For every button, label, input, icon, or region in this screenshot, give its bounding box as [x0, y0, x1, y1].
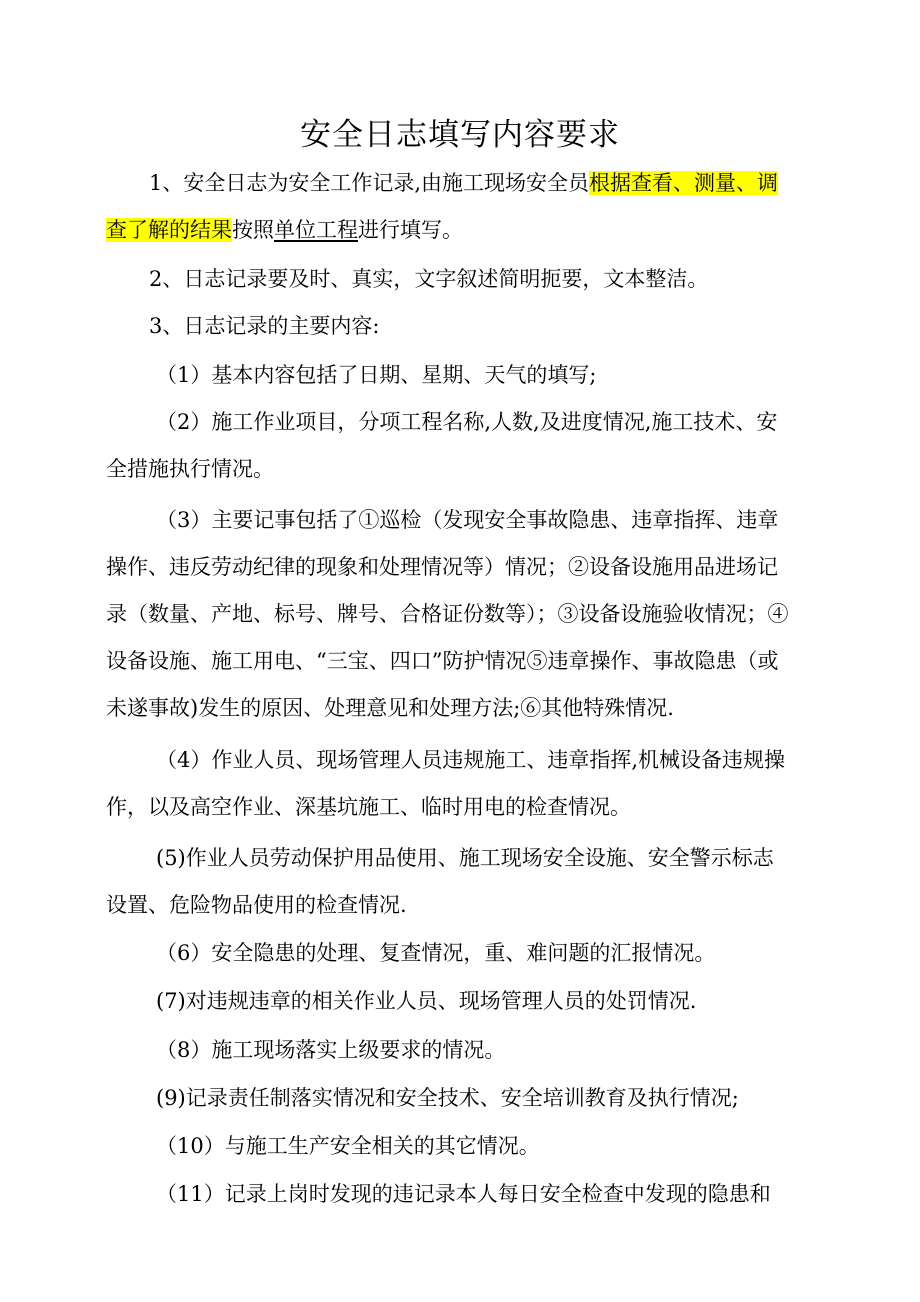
paragraph-1-line-1: [106, 160, 842, 207]
paragraph-2: [106, 256, 842, 303]
list-item-4-line-2: 作，以及高空作业、深基坑施工、临时用电的检查情况。: [106, 795, 631, 819]
list-item-10: [106, 1123, 842, 1170]
p1-text-c: 进行填写。: [358, 218, 463, 242]
p1-text-a: 1、安全日志为安全工作记录,由施工现场安全员: [149, 171, 590, 195]
paragraph-3: [106, 303, 842, 350]
p1-highlight-1: 根据查看、测量、调: [589, 171, 779, 195]
list-item-2-line-1: （2）施工作业项目，分项工程名称,人数,及进度情况,施工技术、安: [156, 410, 778, 434]
list-item-5-line-2: 设置、危险物品使用的检查情况.: [106, 893, 407, 917]
list-item-10-text: （10）与施工生产安全相关的其它情况。: [156, 1134, 540, 1158]
paragraph-2-text: 2、日志记录要及时、真实，文字叙述简明扼要，文本整洁。: [149, 267, 709, 291]
list-item-3-line-5: 未遂事故)发生的原因、处理意见和处理方法;⑥其他特殊情况.: [106, 696, 674, 720]
list-item-11-text: （11）记录上岗时发现的违记录本人每日安全检查中发现的隐患和: [156, 1182, 771, 1206]
list-item-8-text: （8）施工现场落实上级要求的情况。: [156, 1038, 506, 1062]
list-item-1: [106, 352, 842, 399]
list-item-5-line-1: (5)作业人员劳动保护用品使用、施工现场安全设施、安全警示标志: [156, 846, 774, 870]
page-title: 安全日志填写内容要求: [300, 117, 620, 153]
list-item-4: [106, 737, 842, 831]
paragraph-3-text: 3、日志记录的主要内容:: [149, 314, 380, 338]
paragraph-1: [106, 160, 842, 254]
list-item-2-line-2: 全措施执行情况。: [106, 457, 274, 481]
list-item-2: [106, 399, 842, 493]
list-item-9: [106, 1075, 842, 1122]
list-item-3-line-4: 设备设施、施工用电、“三宝、四口”防护情况⑤违章操作、事故隐患（或: [106, 649, 779, 673]
p1-underlined-unit-project: 单位工程: [274, 218, 358, 242]
list-item-3-line-3: 录（数量、产地、标号、牌号、合格证份数等）；③设备设施验收情况；④: [106, 602, 789, 626]
list-item-7: [106, 978, 842, 1025]
p1-text-b: 按照: [232, 218, 274, 242]
list-item-1-text: （1）基本内容包括了日期、星期、天气的填写;: [156, 363, 597, 387]
list-item-3-line-2: 操作、违反劳动纪律的现象和处理情况等）情况；②设备设施用品进场记: [106, 555, 778, 579]
list-item-3: [106, 497, 842, 732]
list-item-11: [106, 1171, 842, 1218]
list-item-6-text: （6）安全隐患的处理、复查情况，重、难问题的汇报情况。: [156, 941, 716, 965]
p1-highlight-2: 查了解的结果: [106, 218, 232, 242]
paragraph-1-line-2: [106, 207, 842, 254]
list-item-4-line-1: （4）作业人员、现场管理人员违规施工、违章指挥,机械设备违规操: [156, 748, 786, 772]
list-item-3-line-1: （3）主要记事包括了①巡检（发现安全事故隐患、违章指挥、违章: [156, 508, 779, 532]
list-item-9-text: (9)记录责任制落实情况和安全技术、安全培训教育及执行情况;: [156, 1086, 739, 1110]
list-item-6: [106, 930, 842, 977]
list-item-7-text: (7)对违规违章的相关作业人员、现场管理人员的处罚情况.: [156, 989, 697, 1013]
list-item-8: [106, 1027, 842, 1074]
list-item-5: [106, 835, 842, 929]
